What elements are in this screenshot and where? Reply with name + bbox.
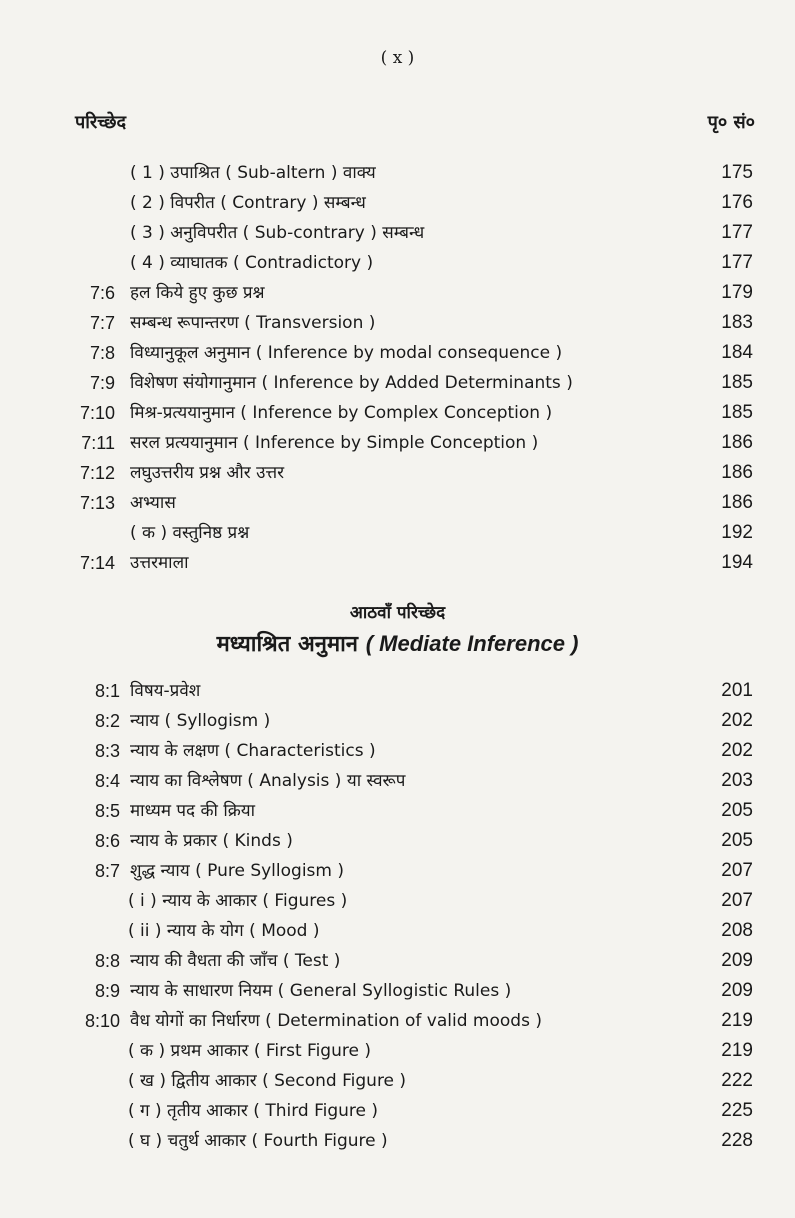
toc-entry-number: 7:7: [89, 313, 115, 333]
chapter-title-english: ( Mediate Inference ): [365, 631, 579, 656]
toc-entry-title: वैध योगों का निर्धारण ( Determination of valid moods ): [130, 1011, 542, 1031]
toc-entry: [0, 338, 795, 368]
toc-entry-title: न्याय की वैधता की जाँच ( Test ): [130, 951, 341, 971]
toc-entry: [0, 398, 795, 428]
toc-entry-page: 177: [721, 222, 753, 243]
toc-entry: [0, 368, 795, 398]
toc-entry-title: सरल प्रत्ययानुमान ( Inference by Simple Conception ): [130, 433, 539, 453]
toc-header: [75, 110, 755, 134]
toc-entry-title: ( घ ) चतुर्थ आकार ( Fourth Figure ): [128, 1131, 388, 1151]
toc-entry: [0, 548, 795, 578]
toc-entry-page: 208: [721, 920, 753, 941]
toc-entry: [0, 428, 795, 458]
toc-entry-title: उत्तरमाला: [130, 553, 189, 573]
toc-entry-page: 205: [721, 800, 753, 821]
toc-entry-number: 8:3: [94, 741, 120, 761]
toc-entry-number: 7:11: [81, 433, 115, 453]
toc-entry-page: 192: [721, 522, 753, 543]
toc-entry: [0, 856, 795, 886]
toc-entry-number: 8:6: [94, 831, 120, 851]
toc-entry-page: 209: [721, 980, 753, 1001]
toc-entry-page: 179: [721, 282, 753, 303]
toc-entry-title: ( i ) न्याय के आकार ( Figures ): [128, 891, 348, 911]
toc-entry-page: 186: [721, 432, 753, 453]
toc-entry: [0, 1066, 795, 1096]
toc-entry-page: 186: [721, 492, 753, 513]
toc-entry: [0, 676, 795, 706]
toc-entry-page: 183: [721, 312, 753, 333]
toc-entry: [0, 796, 795, 826]
toc-entry: [0, 218, 795, 248]
toc-entry-title: माध्यम पद की क्रिया: [130, 801, 256, 821]
header-page-label: पृ० सं०: [707, 112, 755, 133]
toc-entry-number: 7:6: [89, 283, 115, 303]
toc-entry: [0, 278, 795, 308]
toc-entry-title: न्याय के लक्षण ( Characteristics ): [130, 741, 376, 761]
toc-entry-title: शुद्ध न्याय ( Pure Syllogism ): [130, 861, 344, 881]
toc-entry-number: 8:2: [94, 711, 120, 731]
toc-entry-title: अभ्यास: [130, 493, 176, 513]
toc-entry-page: 205: [721, 830, 753, 851]
toc-entry-title: न्याय के प्रकार ( Kinds ): [130, 831, 293, 851]
page-number: ( x ): [380, 48, 415, 68]
toc-entry-number: 7:9: [89, 373, 115, 393]
toc-entry-number: 8:9: [94, 981, 120, 1001]
toc-entry: [0, 1036, 795, 1066]
toc-entry-page: 225: [721, 1100, 753, 1121]
toc-entry-title: ( 3 ) अनुविपरीत ( Sub-contrary ) सम्बन्ध: [130, 223, 425, 243]
toc-entry-title: न्याय के साधारण नियम ( General Syllogistic Rules ): [130, 981, 512, 1001]
toc-entry: [0, 736, 795, 766]
toc-entry-page: 202: [721, 740, 753, 761]
toc-entry-page: 228: [721, 1130, 753, 1151]
toc-entry-title: ( 4 ) व्याघातक ( Contradictory ): [130, 253, 374, 273]
toc-entry-title: विध्यानुकूल अनुमान ( Inference by modal consequence ): [130, 343, 563, 363]
toc-section-2: [0, 676, 795, 1156]
toc-entry-page: 185: [721, 402, 753, 423]
header-chapter-label: परिच्छेद: [75, 112, 127, 133]
toc-entry-page: 176: [721, 192, 753, 213]
toc-entry-number: 8:8: [94, 951, 120, 971]
toc-entry-page: 186: [721, 462, 753, 483]
toc-entry-number: 7:14: [79, 553, 115, 573]
toc-entry-title: न्याय का विश्लेषण ( Analysis ) या स्वरूप: [130, 771, 406, 791]
toc-entry-page: 219: [721, 1010, 753, 1031]
toc-entry: [0, 916, 795, 946]
toc-entry-page: 185: [721, 372, 753, 393]
toc-entry-page: 209: [721, 950, 753, 971]
toc-entry-page: 175: [721, 162, 753, 183]
toc-entry-title: मिश्र-प्रत्ययानुमान ( Inference by Complex Conception ): [130, 403, 553, 423]
toc-entry: [0, 946, 795, 976]
toc-entry-page: 184: [721, 342, 753, 363]
toc-entry: [0, 886, 795, 916]
toc-entry-number: 8:1: [94, 681, 120, 701]
toc-entry-title: ( 1 ) उपाश्रित ( Sub-altern ) वाक्य: [130, 163, 376, 183]
toc-entry-number: 7:13: [79, 493, 115, 513]
toc-entry-number: 8:5: [94, 801, 120, 821]
toc-entry-title: ( ग ) तृतीय आकार ( Third Figure ): [128, 1101, 379, 1121]
toc-entry-title: ( 2 ) विपरीत ( Contrary ) सम्बन्ध: [130, 193, 366, 213]
chapter-label: आठवाँ परिच्छेद: [349, 603, 446, 623]
toc-entry: [0, 158, 795, 188]
toc-entry: [0, 976, 795, 1006]
toc-entry-page: 207: [721, 890, 753, 911]
toc-entry-page: 222: [721, 1070, 753, 1091]
toc-entry-title: न्याय ( Syllogism ): [130, 711, 271, 731]
toc-entry-title: विशेषण संयोगानुमान ( Inference by Added Determinants ): [130, 373, 573, 393]
toc-entry-title: हल किये हुए कुछ प्रश्न: [130, 283, 265, 303]
toc-entry-title: ( ख ) द्वितीय आकार ( Second Figure ): [128, 1071, 407, 1091]
toc-entry-number: 7:10: [79, 403, 115, 423]
toc-entry: [0, 458, 795, 488]
toc-entry-title: ( क ) वस्तुनिष्ठ प्रश्न: [130, 523, 250, 543]
toc-entry: [0, 308, 795, 338]
chapter-title: [0, 628, 795, 658]
chapter-title-hindi: मध्याश्रित अनुमान: [216, 632, 359, 657]
toc-entry: [0, 1096, 795, 1126]
toc-entry-title: लघुउत्तरीय प्रश्न और उत्तर: [130, 463, 285, 483]
toc-entry: [0, 706, 795, 736]
toc-entry: [0, 766, 795, 796]
toc-entry: [0, 826, 795, 856]
toc-entry-number: 8:4: [94, 771, 120, 791]
toc-entry-page: 219: [721, 1040, 753, 1061]
toc-entry-number: 8:7: [94, 861, 120, 881]
toc-entry: [0, 1006, 795, 1036]
toc-entry-title: विषय-प्रवेश: [130, 681, 201, 701]
toc-entry: [0, 1126, 795, 1156]
toc-entry-page: 202: [721, 710, 753, 731]
toc-entry: [0, 518, 795, 548]
toc-entry-number: 7:12: [79, 463, 115, 483]
toc-entry-page: 194: [721, 552, 753, 573]
toc-entry-page: 201: [721, 680, 753, 701]
toc-entry-title: ( क ) प्रथम आकार ( First Figure ): [128, 1041, 371, 1061]
toc-section-1: [0, 158, 795, 578]
toc-entry-page: 207: [721, 860, 753, 881]
toc-entry-page: 203: [721, 770, 753, 791]
toc-entry-number: 7:8: [89, 343, 115, 363]
toc-entry: [0, 188, 795, 218]
toc-entry: [0, 248, 795, 278]
toc-entry-page: 177: [721, 252, 753, 273]
toc-entry: [0, 488, 795, 518]
toc-entry-title: ( ii ) न्याय के योग ( Mood ): [128, 921, 320, 941]
toc-entry-number: 8:10: [84, 1011, 120, 1031]
toc-entry-title: सम्बन्ध रूपान्तरण ( Transversion ): [130, 313, 376, 333]
